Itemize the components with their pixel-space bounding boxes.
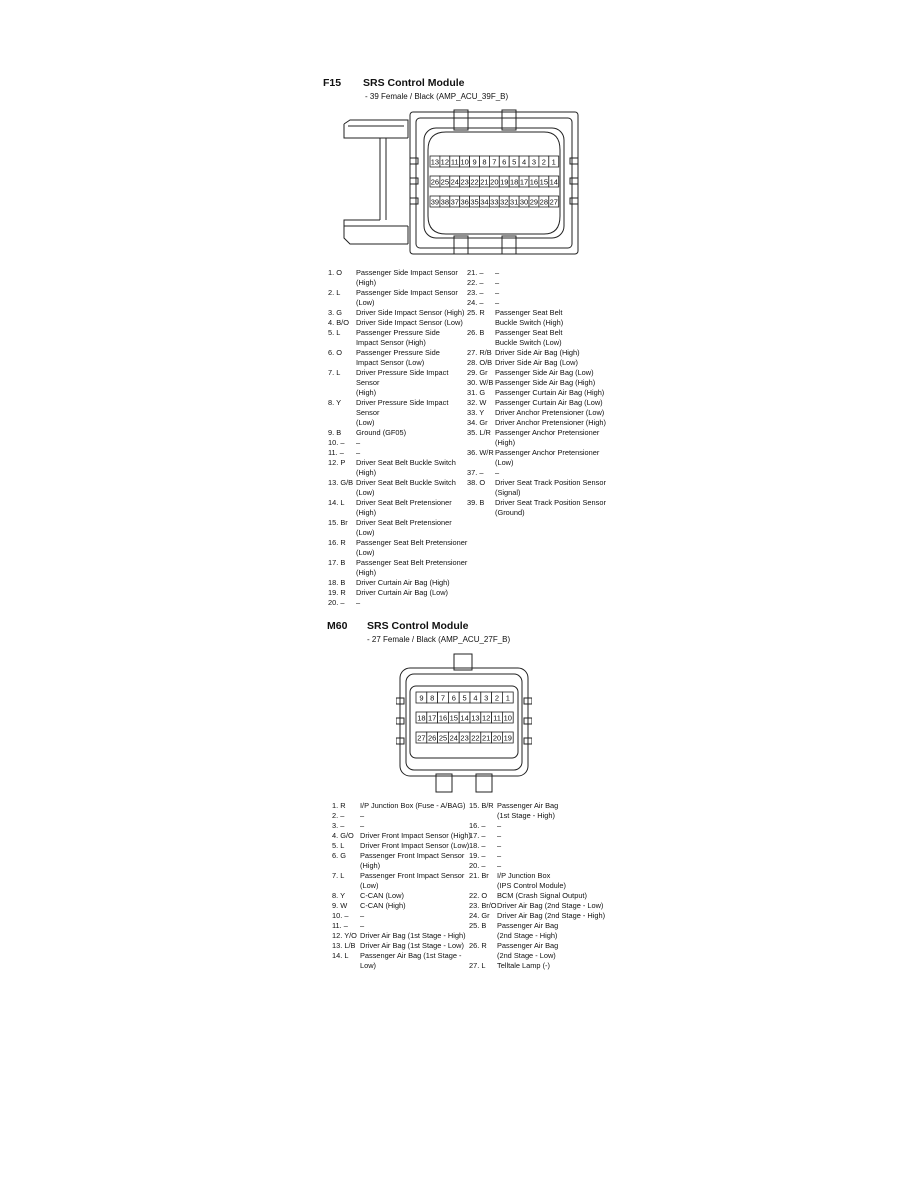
pin-description: – bbox=[497, 851, 502, 860]
pin-row bbox=[328, 308, 468, 318]
pin-number: 37. – bbox=[467, 468, 484, 477]
pin-row bbox=[467, 348, 607, 358]
pin-description: Driver Seat Track Position Sensor (Signal) bbox=[495, 478, 606, 497]
pin-cell-label: 38 bbox=[440, 197, 450, 207]
pin-description: Driver Pressure Side Impact Sensor (High) bbox=[356, 368, 449, 397]
pin-description: Driver Seat Track Position Sensor (Ground) bbox=[495, 498, 606, 517]
pin-number: 9. B bbox=[328, 428, 342, 437]
pin-description: – bbox=[356, 598, 361, 607]
pin-description: Passenger Air Bag (2nd Stage - Low) bbox=[497, 941, 559, 960]
pin-number: 24. Gr bbox=[469, 911, 490, 920]
pin-description: – bbox=[360, 911, 365, 920]
pin-row bbox=[328, 318, 468, 328]
pin-row bbox=[467, 308, 607, 328]
pin-row bbox=[328, 398, 468, 428]
pin-description: Driver Side Impact Sensor (High) bbox=[356, 308, 465, 317]
pin-description: – bbox=[356, 438, 361, 447]
pin-cell-label: 18 bbox=[417, 713, 426, 723]
pin-row bbox=[328, 368, 468, 398]
pin-description: Passenger Seat Belt Pretensioner (Low) bbox=[356, 538, 468, 557]
pin-cell-label: 3 bbox=[531, 157, 537, 167]
pin-cell-label: 18 bbox=[509, 177, 519, 187]
pin-number: 1. R bbox=[332, 801, 346, 810]
pin-cell-label: 25 bbox=[438, 733, 448, 743]
pin-number: 19. R bbox=[328, 588, 346, 597]
pin-description: Passenger Seat Belt Buckle Switch (High) bbox=[495, 308, 564, 327]
pin-description: Passenger Curtain Air Bag (High) bbox=[495, 388, 605, 397]
pin-list-m60-left bbox=[332, 801, 472, 971]
pin-list-f15-right bbox=[467, 268, 607, 518]
pin-row bbox=[332, 871, 472, 891]
pin-row bbox=[467, 288, 607, 298]
pin-number: 16. – bbox=[469, 821, 486, 830]
pin-description: Passenger Seat Belt Buckle Switch (Low) bbox=[495, 328, 563, 347]
pin-row bbox=[467, 298, 607, 308]
pin-number: 13. L/B bbox=[332, 941, 356, 950]
pin-row bbox=[469, 891, 609, 901]
pin-description: Driver Air Bag (2nd Stage - High) bbox=[497, 911, 606, 920]
pin-description: Driver Side Impact Sensor (Low) bbox=[356, 318, 463, 327]
pin-cell-label: 34 bbox=[480, 197, 489, 207]
pin-description: Driver Seat Belt Buckle Switch (Low) bbox=[356, 478, 456, 497]
pin-number: 17. B bbox=[328, 558, 346, 567]
pin-description: Driver Curtain Air Bag (High) bbox=[356, 578, 450, 587]
pin-cell-label: 14 bbox=[460, 713, 469, 723]
pin-cell-label: 10 bbox=[460, 157, 469, 167]
pin-row bbox=[332, 821, 472, 831]
pin-cell-label: 32 bbox=[500, 197, 509, 207]
pin-row bbox=[467, 368, 607, 378]
pin-number: 34. Gr bbox=[467, 418, 488, 427]
pin-cell-label: 9 bbox=[419, 693, 424, 703]
pin-number: 22. – bbox=[467, 278, 484, 287]
pin-row bbox=[328, 428, 468, 438]
pin-row bbox=[328, 578, 468, 588]
pin-number: 8. Y bbox=[332, 891, 346, 900]
connector-code-m60: M60 bbox=[327, 620, 348, 632]
pin-description: C-CAN (Low) bbox=[360, 891, 404, 900]
pin-cell-label: 6 bbox=[451, 693, 456, 703]
pin-number: 23. Br/O bbox=[469, 901, 497, 910]
pin-row bbox=[328, 268, 468, 288]
pin-number: 20. – bbox=[328, 598, 345, 607]
pin-row bbox=[467, 358, 607, 368]
pin-description: Passenger Front Impact Sensor (Low) bbox=[360, 871, 465, 890]
pin-cell-label: 11 bbox=[493, 713, 501, 723]
pin-number: 21. Br bbox=[469, 871, 489, 880]
pin-description: Passenger Anchor Pretensioner (Low) bbox=[495, 448, 600, 467]
pin-cell-label: 13 bbox=[430, 157, 440, 167]
pin-description: Driver Seat Belt Pretensioner (Low) bbox=[356, 518, 452, 537]
pin-number: 32. W bbox=[467, 398, 487, 407]
pin-row bbox=[469, 861, 609, 871]
pin-cell-label: 5 bbox=[462, 693, 467, 703]
pin-cell-label: 2 bbox=[494, 693, 500, 703]
pin-description: – bbox=[497, 831, 502, 840]
pin-description: – bbox=[495, 278, 500, 287]
pin-number: 35. L/R bbox=[467, 428, 491, 437]
pin-row bbox=[467, 278, 607, 288]
pin-cell-label: 12 bbox=[440, 157, 450, 167]
pin-row bbox=[332, 841, 472, 851]
pin-description: Passenger Pressure Side Impact Sensor (High) bbox=[356, 328, 440, 347]
pin-number: 13. G/B bbox=[328, 478, 354, 487]
pin-row bbox=[469, 901, 609, 911]
pin-row bbox=[467, 428, 607, 448]
pin-cell-label: 39 bbox=[430, 197, 440, 207]
pin-row bbox=[469, 831, 609, 841]
pin-cell-label: 23 bbox=[460, 733, 469, 743]
pin-number: 4. B/O bbox=[328, 318, 349, 327]
pin-description: I/P Junction Box (IPS Control Module) bbox=[497, 871, 567, 890]
pin-cell-label: 11 bbox=[450, 157, 459, 167]
pin-description: Passenger Side Impact Sensor (High) bbox=[356, 268, 458, 287]
pin-cell-label: 27 bbox=[417, 733, 426, 743]
pin-cell-label: 3 bbox=[484, 693, 489, 703]
pin-description: Passenger Air Bag (2nd Stage - High) bbox=[497, 921, 559, 940]
connector-diagram-m60 bbox=[396, 652, 532, 794]
pin-cell-label: 12 bbox=[482, 713, 491, 723]
pin-cell-label: 23 bbox=[460, 177, 469, 187]
pin-number: 12. Y/O bbox=[332, 931, 357, 940]
pin-number: 30. W/B bbox=[467, 378, 494, 387]
pin-description: Driver Air Bag (1st Stage - Low) bbox=[360, 941, 464, 950]
pin-cell-label: 1 bbox=[505, 693, 510, 703]
section-subtitle-m60: - 27 Female / Black (AMP_ACU_27F_B) bbox=[367, 635, 511, 644]
pin-description: Driver Air Bag (1st Stage - High) bbox=[360, 931, 466, 940]
pin-number: 6. O bbox=[328, 348, 342, 357]
pin-row bbox=[467, 478, 607, 498]
pin-description: Passenger Pressure Side Impact Sensor (Low) bbox=[356, 348, 440, 367]
pin-row bbox=[467, 328, 607, 348]
pin-number: 6. G bbox=[332, 851, 346, 860]
pin-number: 14. L bbox=[328, 498, 345, 507]
pin-description: Ground (GF05) bbox=[356, 428, 407, 437]
pin-description: – bbox=[497, 861, 502, 870]
pin-row bbox=[332, 921, 472, 931]
pin-number: 3. – bbox=[332, 821, 345, 830]
pin-cell-label: 33 bbox=[490, 197, 499, 207]
pin-number: 25. R bbox=[467, 308, 485, 317]
pin-number: 10. – bbox=[328, 438, 345, 447]
connector-code-f15: F15 bbox=[323, 77, 342, 89]
pin-cell-label: 2 bbox=[541, 157, 546, 167]
pin-description: – bbox=[360, 921, 365, 930]
pin-cell-label: 4 bbox=[473, 693, 478, 703]
pin-cell-label: 9 bbox=[472, 157, 477, 167]
section-subtitle-f15: - 39 Female / Black (AMP_ACU_39F_B) bbox=[365, 92, 509, 101]
pin-number: 27. L bbox=[469, 961, 486, 970]
pin-cell-label: 13 bbox=[471, 713, 480, 723]
pin-number: 29. Gr bbox=[467, 368, 488, 377]
pin-number: 7. L bbox=[328, 368, 341, 377]
pin-description: Passenger Seat Belt Pretensioner (High) bbox=[356, 558, 468, 577]
pin-row bbox=[332, 941, 472, 951]
pin-row bbox=[469, 821, 609, 831]
pin-cell-label: 22 bbox=[470, 177, 479, 187]
pin-row bbox=[332, 801, 472, 811]
pin-description: – bbox=[495, 298, 500, 307]
pin-cell-label: 6 bbox=[502, 157, 507, 167]
pin-row bbox=[328, 598, 468, 608]
pin-cell-label: 15 bbox=[539, 177, 549, 187]
pin-description: – bbox=[497, 841, 502, 850]
pin-number: 31. G bbox=[467, 388, 486, 397]
pin-number: 15. B/R bbox=[469, 801, 494, 810]
pin-description: – bbox=[495, 268, 500, 277]
pin-cell-label: 19 bbox=[503, 733, 512, 743]
pin-row bbox=[332, 951, 472, 971]
pin-row bbox=[469, 841, 609, 851]
pin-row bbox=[467, 448, 607, 468]
pin-number: 18. B bbox=[328, 578, 346, 587]
pin-row bbox=[469, 921, 609, 941]
pin-row bbox=[467, 468, 607, 478]
pin-cell-label: 4 bbox=[521, 157, 527, 167]
pin-description: – bbox=[360, 811, 365, 820]
pin-number: 39. B bbox=[467, 498, 485, 507]
pin-number: 3. G bbox=[328, 308, 342, 317]
pin-description: Passenger Front Impact Sensor (High) bbox=[360, 851, 465, 870]
pin-description: Passenger Side Air Bag (High) bbox=[495, 378, 596, 387]
pin-cell-label: 24 bbox=[449, 733, 458, 743]
pin-cell-label: 10 bbox=[503, 713, 512, 723]
pin-cell-label: 26 bbox=[428, 733, 437, 743]
pin-row bbox=[328, 558, 468, 578]
pin-description: Driver Pressure Side Impact Sensor (Low) bbox=[356, 398, 449, 427]
pin-description: Driver Front Impact Sensor (Low) bbox=[360, 841, 470, 850]
pin-number: 8. Y bbox=[328, 398, 342, 407]
pin-description: Passenger Side Impact Sensor (Low) bbox=[356, 288, 458, 307]
pin-number: 21. – bbox=[467, 268, 484, 277]
pin-row bbox=[469, 911, 609, 921]
pin-row bbox=[467, 408, 607, 418]
pin-description: – bbox=[495, 288, 500, 297]
pin-number: 26. B bbox=[467, 328, 485, 337]
pin-number: 38. O bbox=[467, 478, 486, 487]
pin-number: 12. P bbox=[328, 458, 346, 467]
pin-row bbox=[328, 438, 468, 448]
pin-number: 25. B bbox=[469, 921, 487, 930]
pin-number: 28. O/B bbox=[467, 358, 493, 367]
pin-cell-label: 16 bbox=[529, 177, 539, 187]
pin-number: 22. O bbox=[469, 891, 488, 900]
pin-cell-label: 8 bbox=[430, 693, 435, 703]
pin-cell-label: 16 bbox=[438, 713, 448, 723]
pin-cell-label: 36 bbox=[460, 197, 469, 207]
pin-cell-label: 24 bbox=[450, 177, 459, 187]
pin-description: – bbox=[497, 821, 502, 830]
pin-description: I/P Junction Box (Fuse - A/BAG) bbox=[360, 801, 466, 810]
pin-row bbox=[332, 931, 472, 941]
pin-cell-label: 17 bbox=[428, 713, 437, 723]
pin-row bbox=[467, 418, 607, 428]
pin-row bbox=[467, 498, 607, 518]
pin-cell-label: 21 bbox=[480, 177, 489, 187]
pin-number: 14. L bbox=[332, 951, 349, 960]
pin-cell-label: 31 bbox=[509, 197, 519, 207]
pin-list-f15-left bbox=[328, 268, 468, 608]
pin-cell-label: 5 bbox=[512, 157, 517, 167]
pin-cell-label: 37 bbox=[450, 197, 459, 207]
pin-description: Driver Seat Belt Pretensioner (High) bbox=[356, 498, 452, 517]
pin-row bbox=[469, 801, 609, 821]
pin-row bbox=[328, 458, 468, 478]
pin-row bbox=[332, 891, 472, 901]
pin-row bbox=[332, 901, 472, 911]
pin-cell-label: 8 bbox=[482, 157, 487, 167]
pin-description: – bbox=[360, 821, 365, 830]
pin-row bbox=[328, 498, 468, 518]
pin-cell-label: 1 bbox=[551, 157, 556, 167]
pin-row bbox=[332, 911, 472, 921]
pin-description: Driver Anchor Pretensioner (Low) bbox=[495, 408, 605, 417]
pin-row bbox=[332, 851, 472, 871]
pin-row bbox=[469, 961, 609, 971]
pin-cell-label: 27 bbox=[549, 197, 558, 207]
pin-cell-label: 21 bbox=[482, 733, 491, 743]
pin-row bbox=[328, 348, 468, 368]
pin-cell-label: 20 bbox=[490, 177, 499, 187]
section-title-f15: SRS Control Module bbox=[363, 77, 465, 89]
pin-row bbox=[328, 448, 468, 458]
pin-cell-label: 22 bbox=[471, 733, 480, 743]
pin-cell-label: 28 bbox=[539, 197, 549, 207]
pin-row bbox=[328, 328, 468, 348]
pin-row bbox=[467, 398, 607, 408]
pin-row bbox=[467, 388, 607, 398]
pin-row bbox=[328, 478, 468, 498]
pin-number: 17. – bbox=[469, 831, 486, 840]
pin-row bbox=[469, 871, 609, 891]
pin-number: 4. G/O bbox=[332, 831, 354, 840]
pin-row bbox=[467, 268, 607, 278]
pin-cell-label: 35 bbox=[470, 197, 479, 207]
pin-description: Telltale Lamp (-) bbox=[497, 961, 550, 970]
pin-cell-label: 29 bbox=[529, 197, 539, 207]
pin-number: 26. R bbox=[469, 941, 487, 950]
pin-number: 19. – bbox=[469, 851, 486, 860]
pin-cell-label: 17 bbox=[519, 177, 529, 187]
pin-number: 5. L bbox=[332, 841, 345, 850]
pin-description: Driver Side Air Bag (Low) bbox=[495, 358, 578, 367]
pin-cell-label: 7 bbox=[440, 693, 446, 703]
pin-description: Passenger Anchor Pretensioner (High) bbox=[495, 428, 600, 447]
pin-cell-label: 26 bbox=[430, 177, 440, 187]
pin-row bbox=[328, 538, 468, 558]
pin-number: 23. – bbox=[467, 288, 484, 297]
pin-row bbox=[467, 378, 607, 388]
pin-number: 2. L bbox=[328, 288, 341, 297]
pin-number: 36. W/R bbox=[467, 448, 494, 457]
pin-number: 10. – bbox=[332, 911, 349, 920]
pin-row bbox=[469, 941, 609, 961]
pin-row bbox=[332, 831, 472, 841]
pin-description: Driver Curtain Air Bag (Low) bbox=[356, 588, 448, 597]
pin-number: 2. – bbox=[332, 811, 345, 820]
pin-cell-label: 19 bbox=[500, 177, 509, 187]
pin-description: – bbox=[356, 448, 361, 457]
pin-number: 33. Y bbox=[467, 408, 485, 417]
pin-description: Passenger Curtain Air Bag (Low) bbox=[495, 398, 603, 407]
pin-cell-label: 30 bbox=[519, 197, 529, 207]
pin-row bbox=[328, 288, 468, 308]
pin-number: 9. W bbox=[332, 901, 348, 910]
pin-number: 24. – bbox=[467, 298, 484, 307]
pin-cell-label: 15 bbox=[449, 713, 458, 723]
pin-number: 11. – bbox=[328, 448, 344, 457]
pin-list-m60-right bbox=[469, 801, 609, 971]
pin-row bbox=[469, 851, 609, 861]
section-title-m60: SRS Control Module bbox=[367, 620, 469, 632]
pin-description: Driver Side Air Bag (High) bbox=[495, 348, 580, 357]
connector-diagram-f15 bbox=[340, 108, 580, 258]
pin-description: Driver Anchor Pretensioner (High) bbox=[495, 418, 606, 427]
pin-cell-label: 7 bbox=[492, 157, 497, 167]
pin-description: – bbox=[495, 468, 500, 477]
pin-number: 27. R/B bbox=[467, 348, 492, 357]
pin-row bbox=[328, 518, 468, 538]
pin-number: 5. L bbox=[328, 328, 341, 337]
pin-description: Passenger Air Bag (1st Stage - Low) bbox=[360, 951, 462, 970]
pin-number: 16. R bbox=[328, 538, 346, 547]
pin-description: Driver Front Impact Sensor (High) bbox=[360, 831, 471, 840]
pin-number: 20. – bbox=[469, 861, 486, 870]
pin-cell-label: 20 bbox=[492, 733, 502, 743]
pin-description: Driver Air Bag (2nd Stage - Low) bbox=[497, 901, 604, 910]
pin-number: 7. L bbox=[332, 871, 345, 880]
pin-number: 1. O bbox=[328, 268, 342, 277]
pin-row bbox=[332, 811, 472, 821]
pin-number: 11. – bbox=[332, 921, 348, 930]
pin-description: Driver Seat Belt Buckle Switch (High) bbox=[356, 458, 456, 477]
pin-number: 18. – bbox=[469, 841, 486, 850]
pin-cell-label: 25 bbox=[440, 177, 450, 187]
pin-description: Passenger Air Bag (1st Stage - High) bbox=[497, 801, 559, 820]
pin-row bbox=[328, 588, 468, 598]
pin-cell-label: 14 bbox=[549, 177, 558, 187]
pin-description: BCM (Crash Signal Output) bbox=[497, 891, 587, 900]
pin-description: C-CAN (High) bbox=[360, 901, 406, 910]
pin-number: 15. Br bbox=[328, 518, 348, 527]
pin-description: Passenger Side Air Bag (Low) bbox=[495, 368, 594, 377]
